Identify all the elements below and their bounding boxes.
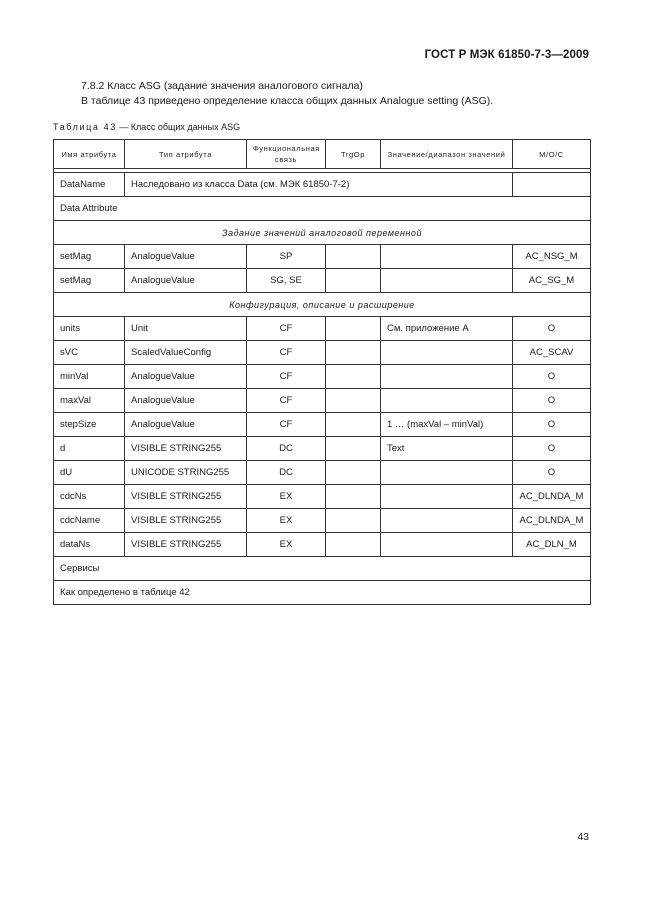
cell-attr-name: dU xyxy=(54,461,125,485)
cell-attr-type: UNICODE STRING255 xyxy=(125,461,247,485)
cell-fc: CF xyxy=(247,317,326,341)
table-row-section1 xyxy=(54,221,591,245)
header-value-range: Значение/диапазон значений xyxy=(381,140,513,169)
cell-data-attribute: Data Attribute xyxy=(54,197,591,221)
cell-attr-type: VISIBLE STRING255 xyxy=(125,437,247,461)
cell-trgop xyxy=(326,533,381,557)
cell-attr-type: AnalogueValue xyxy=(125,389,247,413)
table-row xyxy=(54,365,591,389)
cell-moc: O xyxy=(513,389,591,413)
cell-fc: DC xyxy=(247,437,326,461)
cell-moc: O xyxy=(513,365,591,389)
cell-moc: AC_NSG_M xyxy=(513,245,591,269)
table-row xyxy=(54,437,591,461)
cell-attr-type: VISIBLE STRING255 xyxy=(125,533,247,557)
cell-moc: O xyxy=(513,461,591,485)
cell-attr-type: AnalogueValue xyxy=(125,269,247,293)
cell-trgop xyxy=(326,509,381,533)
table-row-services xyxy=(54,557,591,581)
cell-trgop xyxy=(326,413,381,437)
cell-dataname: DataName xyxy=(54,173,125,197)
cell-section-setting: Задание значений аналоговой переменной xyxy=(54,221,591,245)
cell-attr-name: d xyxy=(54,437,125,461)
table-row xyxy=(54,389,591,413)
cell-moc: O xyxy=(513,413,591,437)
cell-attr-name: dataNs xyxy=(54,533,125,557)
cell-fc: DC xyxy=(247,461,326,485)
header-fc: Функциональная связь xyxy=(247,140,326,169)
table-caption-number: Таблица 43 xyxy=(53,122,117,132)
cell-value-range: См. приложение А xyxy=(381,317,513,341)
cell-attr-name: cdcName xyxy=(54,509,125,533)
cell-moc: O xyxy=(513,317,591,341)
table-caption-title: — Класс общих данных ASG xyxy=(116,122,241,132)
cell-attr-name: stepSize xyxy=(54,413,125,437)
cell-value-range xyxy=(381,461,513,485)
cell-fc: EX xyxy=(247,533,326,557)
cell-attr-type: AnalogueValue xyxy=(125,413,247,437)
cell-attr-type: AnalogueValue xyxy=(125,245,247,269)
header-attr-type: Тип атрибута xyxy=(125,140,247,169)
cell-attr-name: setMag xyxy=(54,269,125,293)
table-row xyxy=(54,461,591,485)
cell-value-range xyxy=(381,269,513,293)
cell-value-range: Text xyxy=(381,437,513,461)
asg-class-table xyxy=(53,139,591,605)
cell-moc: AC_DLNDA_M xyxy=(513,509,591,533)
header-moc: М/О/С xyxy=(513,140,591,169)
table-row xyxy=(54,533,591,557)
cell-fc: CF xyxy=(247,389,326,413)
table-row xyxy=(54,485,591,509)
section-heading: 7.8.2 Класс ASG (задание значения аналогового сигнала) xyxy=(81,80,363,92)
cell-value-range xyxy=(381,485,513,509)
cell-trgop xyxy=(326,485,381,509)
table-row-data-attribute xyxy=(54,197,591,221)
cell-value-range xyxy=(381,245,513,269)
cell-moc: O xyxy=(513,437,591,461)
cell-value-range xyxy=(381,365,513,389)
cell-fc: CF xyxy=(247,413,326,437)
cell-moc: AC_SG_M xyxy=(513,269,591,293)
cell-attr-type: Unit xyxy=(125,317,247,341)
cell-fc: SP xyxy=(247,245,326,269)
cell-trgop xyxy=(326,269,381,293)
cell-attr-type: VISIBLE STRING255 xyxy=(125,509,247,533)
cell-moc: AC_DLNDA_M xyxy=(513,485,591,509)
table-row xyxy=(54,509,591,533)
cell-fc: SG, SE xyxy=(247,269,326,293)
cell-attr-type: ScaledValueConfig xyxy=(125,341,247,365)
table-row xyxy=(54,269,591,293)
cell-value-range xyxy=(381,389,513,413)
cell-trgop xyxy=(326,461,381,485)
cell-attr-name: units xyxy=(54,317,125,341)
table-row-services-text xyxy=(54,581,591,605)
cell-attr-name: setMag xyxy=(54,245,125,269)
cell-trgop xyxy=(326,365,381,389)
cell-attr-type: VISIBLE STRING255 xyxy=(125,485,247,509)
header-trgop: TrgOp xyxy=(326,140,381,169)
standard-number: ГОСТ Р МЭК 61850-7-3—2009 xyxy=(424,49,589,61)
table-row xyxy=(54,317,591,341)
cell-attr-name: cdcNs xyxy=(54,485,125,509)
cell-fc: EX xyxy=(247,485,326,509)
cell-empty xyxy=(513,173,591,197)
table-row-section2 xyxy=(54,293,591,317)
table-row xyxy=(54,245,591,269)
cell-value-range: 1 … (maxVal – minVal) xyxy=(381,413,513,437)
cell-attr-name: sVC xyxy=(54,341,125,365)
cell-fc: CF xyxy=(247,341,326,365)
cell-trgop xyxy=(326,437,381,461)
table-row xyxy=(54,413,591,437)
cell-value-range xyxy=(381,509,513,533)
section-intro: В таблице 43 приведено определение класса общих данных Analogue setting (ASG). xyxy=(81,95,494,107)
cell-attr-type: AnalogueValue xyxy=(125,365,247,389)
table-row-inherit xyxy=(54,173,591,197)
cell-moc: AC_DLN_M xyxy=(513,533,591,557)
cell-section-config: Конфигурация, описание и расширение xyxy=(54,293,591,317)
cell-trgop xyxy=(326,341,381,365)
cell-value-range xyxy=(381,533,513,557)
cell-fc: CF xyxy=(247,365,326,389)
header-attr-name: Имя атрибута xyxy=(54,140,125,169)
table-row xyxy=(54,341,591,365)
cell-moc: AC_SCAV xyxy=(513,341,591,365)
table-header-row xyxy=(54,140,591,169)
table-caption xyxy=(53,122,240,132)
cell-trgop xyxy=(326,389,381,413)
cell-attr-name: maxVal xyxy=(54,389,125,413)
cell-attr-name: minVal xyxy=(54,365,125,389)
cell-fc: EX xyxy=(247,509,326,533)
cell-trgop xyxy=(326,245,381,269)
cell-services-text: Как определено в таблице 42 xyxy=(54,581,591,605)
cell-services: Сервисы xyxy=(54,557,591,581)
cell-trgop xyxy=(326,317,381,341)
page-number: 43 xyxy=(577,831,589,843)
cell-inherit-text: Наследовано из класса Data (см. МЭК 61850-7-2) xyxy=(125,173,513,197)
cell-value-range xyxy=(381,341,513,365)
